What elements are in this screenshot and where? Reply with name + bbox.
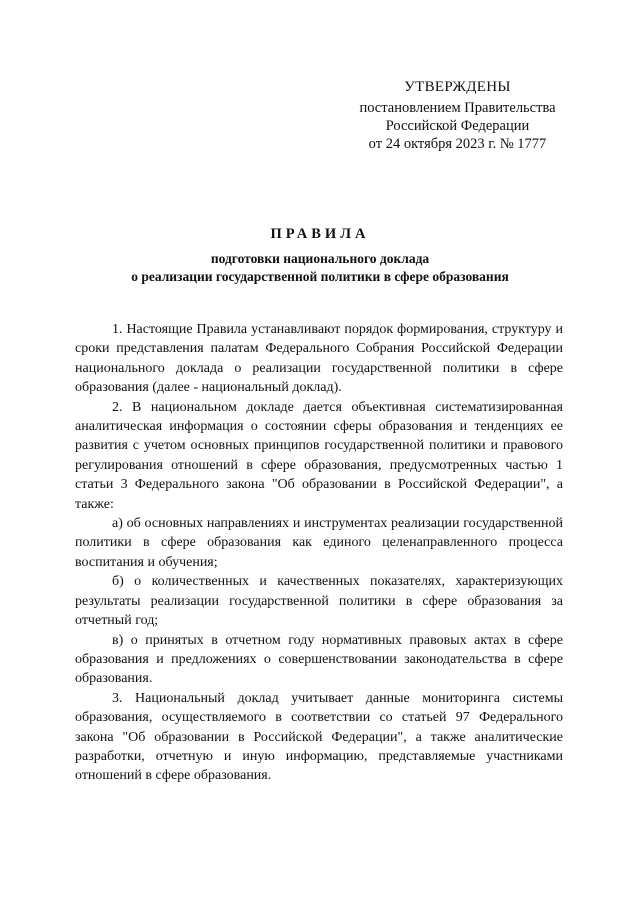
approval-heading: УТВЕРЖДЕНЫ [404, 79, 511, 95]
document-title: ПРАВИЛА [270, 226, 370, 242]
paragraph-3: 3. Национальный доклад учитывает данные мониторинга системы образования, осуществляемого в соответствии со статьей 97 Федерального закона "Об образовании в Российской Федерации", а также аналитические разработки, отчетную и иную информацию, представляемые участниками отношений в сфере образования. [75, 690, 563, 784]
subtitle-line-1: подготовки национального доклада [210, 251, 430, 266]
paragraph-1: 1. Настоящие Правила устанавливают порядок формирования, структуру и сроки представления палатам Федерального Собрания Российской Федерации национального доклада о реализации государственной политики в сфере образования (далее - национальный доклад). [75, 322, 563, 396]
paragraph-2b: б) о количественных и качественных показателях, характеризующих результаты реализации государственной политики в сфере образования за отчетный год; [75, 574, 563, 629]
document-subtitle [60, 250, 580, 286]
paragraph-2: 2. В национальном докладе дается объективная систематизированная аналитическая информация о состоянии сферы образования и тенденциях ее развития с учетом основных принципов государственной политики и правового регулирования отношений в сфере образования, предусмотренных частью 1 статьи 3 Федерального закона "Об образовании в Российской Федерации", а также: [75, 399, 563, 512]
document-body [75, 320, 563, 786]
subtitle-line-2: о реализации государственной политики в сфере образования [131, 269, 509, 284]
approval-block [340, 78, 575, 153]
paragraph-2a: а) об основных направлениях и инструментах реализации государственной политики в сфере образования как единого целенаправленного процесса воспитания и обучения; [75, 516, 563, 570]
approval-line-1: постановлением Правительства [359, 100, 556, 116]
approval-line-3: от 24 октября 2023 г. № 1777 [368, 136, 547, 152]
approval-line-2: Российской Федерации [385, 118, 530, 134]
paragraph-2c: в) о принятых в отчетном году нормативных правовых актах в сфере образования и предложениях о совершенствовании законодательства в сфере образования. [75, 632, 563, 687]
